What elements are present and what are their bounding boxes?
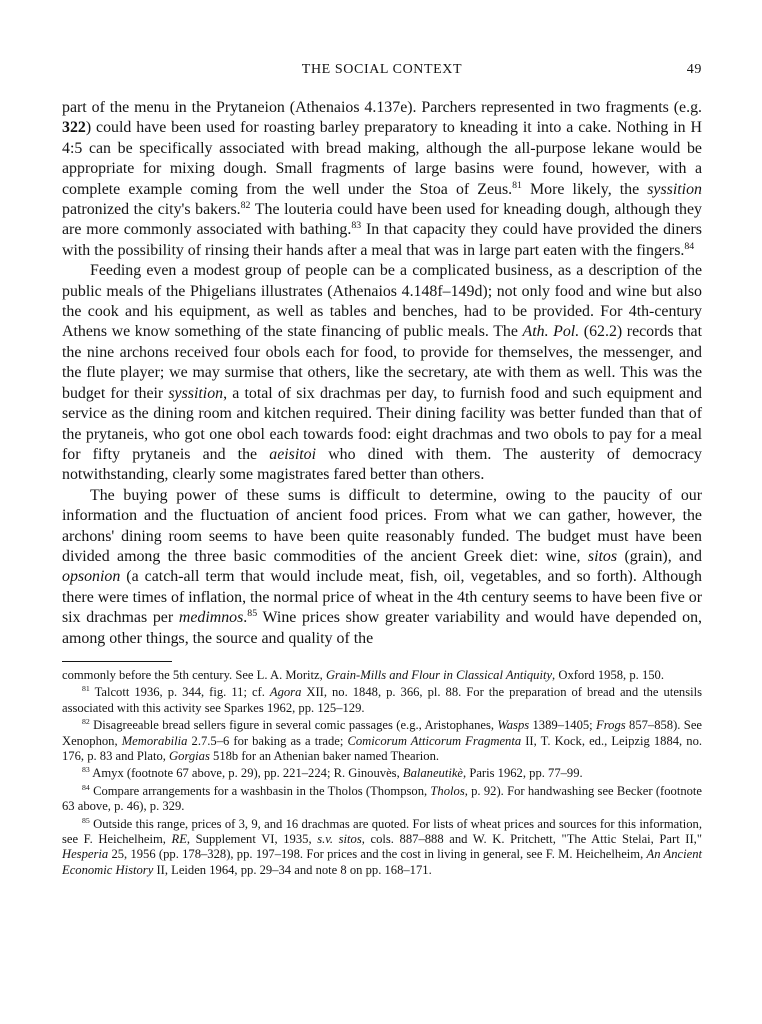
text-run: 857–858). See Xenophon,: [62, 718, 702, 748]
text-run: commonly before the 5th century. See L. A. Moritz,: [62, 667, 326, 682]
text-run: Disagreeable bread sellers figure in several comic passages (e.g., Aristophanes,: [89, 718, 498, 733]
italic-term: syssition: [647, 180, 702, 198]
text-run: Compare arrangements for a washbasin in the Tholos (Thompson,: [89, 783, 431, 798]
text-run: The buying power of these sums is difficult to determine, owing to the paucity of our information and the fluctuation of ancient food prices. From what we can gather, however, the archons' dining room seems to have been quite reasonably funded. The budget must have been divided among the three basic commodities of the ancient Greek diet: wine,: [62, 486, 702, 565]
footnote-83: [62, 766, 702, 781]
text-run: , Supplement VI, 1935,: [186, 832, 318, 847]
text-run: Outside this range, prices of 3, 9, and 16 drachmas are quoted. For lists of wheat prices and sources for this information, see F. Heichelheim,: [62, 816, 702, 847]
italic-term: Ath. Pol.: [522, 323, 580, 341]
text-run: ) could have been used for roasting barley preparatory to kneading it into a cake. Nothing in H 4:5 can be specifically associated with bread making, although the all-purpose lekane would be appropriate for mixing dough. Small fragments of large basins were found, however, with a complete example coming from the well under the Stoa of Zeus.: [62, 119, 702, 198]
text-run: II, T. Kock, ed., Leipzig 1884, no. 176, p. 83 and Plato,: [62, 733, 703, 763]
italic-title: Tholos: [430, 783, 465, 798]
text-run: Wine prices show greater variability and would have depended on, among other things, the source and quality of the: [62, 609, 702, 647]
text-run: 2.7.5–6 for baking as a trade;: [187, 733, 348, 748]
running-head: [62, 60, 702, 82]
text-run: .: [243, 609, 248, 627]
italic-title: Balaneutikè: [402, 766, 464, 781]
footnote-85: [62, 817, 702, 879]
text-run: 25, 1956 (pp. 178–328), pp. 197–198. For prices and the cost in living in general, see F. M. Heichelheim,: [108, 847, 647, 862]
footnotes: [62, 668, 702, 878]
text-run: 518b for an Athenian baker named Thearion.: [209, 749, 440, 763]
text-run: 1389–1405;: [529, 718, 597, 733]
footnote-number: 83: [82, 765, 90, 775]
italic-title: Hesperia: [62, 847, 109, 862]
footnote-continuation: [62, 668, 702, 683]
text-run: (grain), and: [617, 547, 702, 565]
footnote-ref: 83: [351, 220, 362, 232]
paragraph-2: [62, 261, 702, 485]
italic-title: Wasps: [497, 718, 530, 733]
text-run: In that capacity they could have provided the diners with the possibility of rinsing their hands after a meal that was in large part eaten with the fingers.: [62, 221, 702, 259]
catalogue-number: 322: [62, 119, 86, 137]
italic-term: medimnos: [178, 609, 244, 627]
footnote-81: [62, 685, 702, 716]
text-run: , Paris 1962, pp. 77–99.: [463, 766, 583, 781]
body-text: [62, 98, 702, 649]
footnote-divider: [62, 661, 172, 662]
italic-title: s.v. sitos: [317, 832, 362, 847]
text-run: , p. 92). For handwashing see Becker (footnote 63 above, p. 46), p. 329.: [62, 783, 703, 814]
text-run: , Oxford 1958, p. 150.: [552, 667, 664, 682]
italic-term: syssition: [168, 384, 224, 402]
footnote-ref: 81: [512, 179, 522, 191]
running-title: THE SOCIAL CONTEXT: [301, 62, 463, 77]
italic-title: Frogs: [596, 718, 626, 733]
text-run: , a total of six drachmas per day, to furnish food and such equipment and service as the dining room and kitchen required. Their dining facility was better funded than that of the prytaneis, who got one obol each towards food: eight drachmas and two obols to pay for a meal for fifty prytaneis and the: [62, 384, 702, 463]
text-run: who dined with them. The austerity of democracy notwithstanding, clearly some magistrates fared better than others.: [62, 445, 702, 484]
footnote-84: [62, 784, 702, 815]
italic-title: Comicorum Atticorum Fragmenta: [347, 733, 522, 748]
text-run: part of the menu in the Prytaneion (Athenaios 4.137e). Parchers represented in two fragments (e.g.: [62, 99, 702, 116]
footnote-ref: 82: [240, 199, 251, 211]
italic-title: Gorgias: [169, 749, 210, 763]
footnote-82: [62, 718, 702, 764]
text-run: More likely, the: [521, 180, 648, 198]
paragraph-3: [62, 486, 702, 649]
page-number: 49: [686, 62, 702, 77]
text-run: XII, no. 1848, p. 366, pl. 88. For the preparation of bread and the utensils associated with this activity see Sparkes 1962, pp. 125–129.: [62, 685, 703, 715]
document-page: [62, 60, 702, 1010]
footnote-ref: 84: [684, 240, 695, 252]
footnote-number: 82: [82, 717, 90, 727]
text-run: (a catch-all term that would include meat, fish, oil, vegetables, and so forth). Although there were times of inflation, the normal price of wheat in the 4th century seems to have been five or six drachmas per: [62, 568, 702, 627]
paragraph-1: [62, 98, 702, 261]
italic-term: aeisitoi: [269, 445, 317, 463]
italic-title: RE: [171, 832, 187, 847]
italic-title: Memorabilia: [121, 733, 188, 748]
footnote-ref: 85: [247, 608, 258, 620]
italic-title: An Ancient Economic History: [62, 847, 702, 877]
text-run: II, Leiden 1964, pp. 29–34 and note 8 on pp. 168–171.: [153, 862, 432, 877]
footnote-number: 84: [82, 782, 90, 792]
footnote-number: 81: [82, 684, 90, 694]
italic-term: opsonion: [62, 568, 121, 586]
text-run: , cols. 887–888 and W. K. Pritchett, "The Attic Stelai, Part II,": [361, 832, 702, 847]
footnote-number: 85: [82, 815, 90, 825]
text-run: patronized the city's bakers.: [62, 201, 241, 219]
italic-title: Agora: [269, 685, 302, 700]
text-run: The louteria could have been used for kneading dough, although they are more commonly associated with bathing.: [62, 201, 702, 239]
text-run: (62.2) records that the nine archons received four obols each for food, to provide for themselves, the messenger, and the flute player; we may surmise that others, like the secretary, ate with them as well. This was the budget for their: [62, 323, 702, 402]
italic-term: sitos: [587, 547, 618, 565]
text-run: Talcott 1936, p. 344, fig. 11; cf.: [89, 685, 270, 700]
italic-title: Grain-Mills and Flour in Classical Antiquity: [325, 667, 553, 682]
text-run: Amyx (footnote 67 above, p. 29), pp. 221–224; R. Ginouvès,: [89, 766, 403, 781]
text-run: Feeding even a modest group of people can be a complicated business, as a description of the public meals of the Phigelians illustrates (Athenaios 4.148f–149d); not only food and wine but also the cook and his equipment, as well as tables and benches, had to be provided. For 4th-century Athens we know something of the state financing of public meals. The: [62, 262, 702, 341]
